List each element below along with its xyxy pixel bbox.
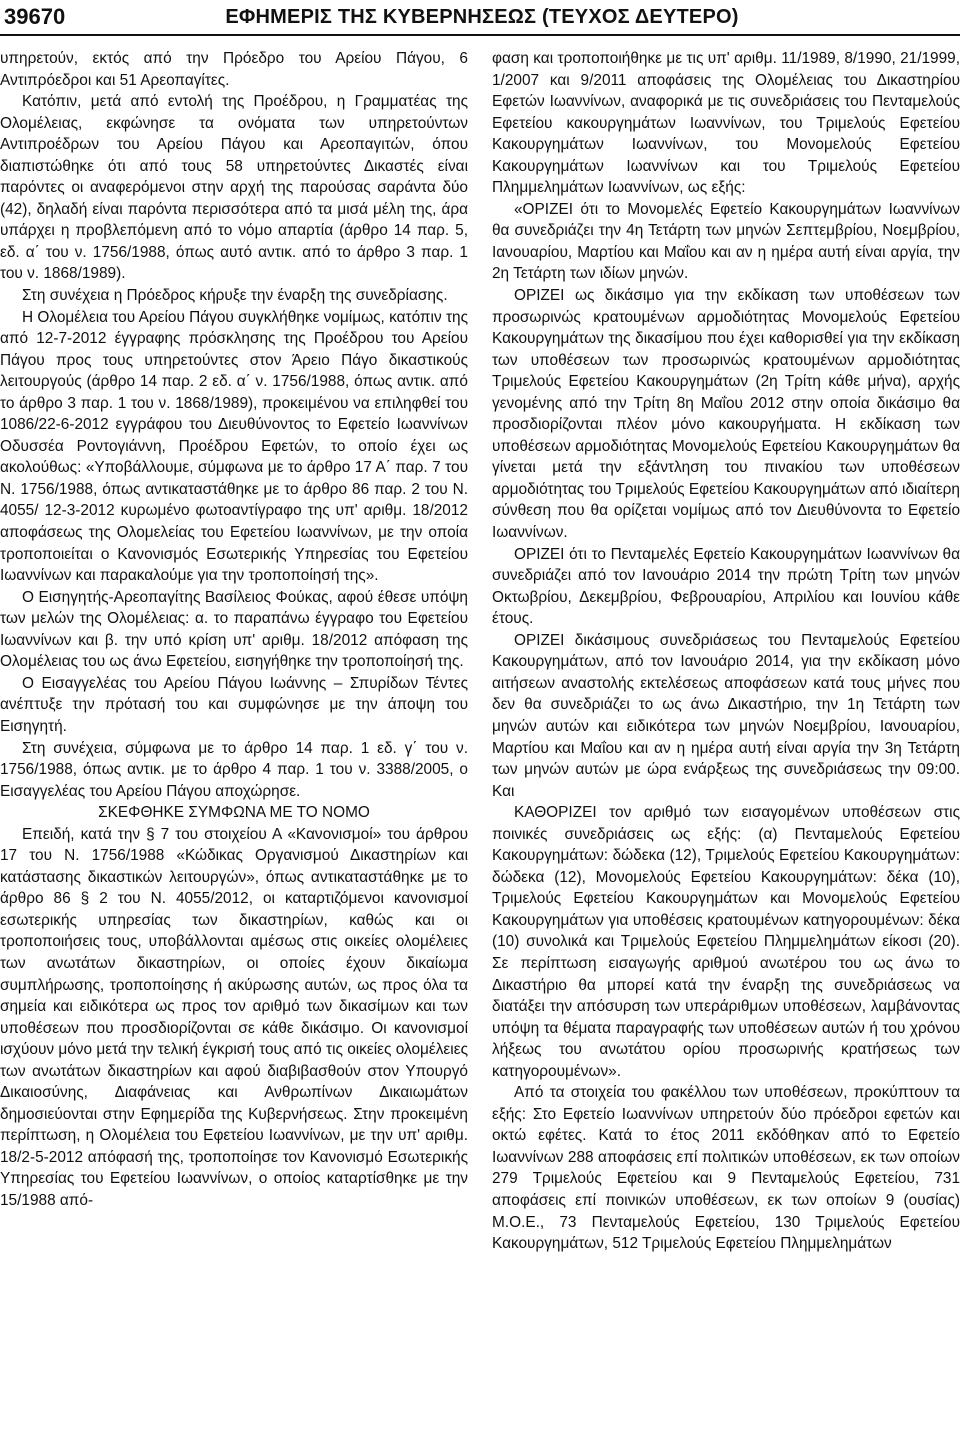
paragraph: Κατόπιν, μετά από εντολή της Προέδρου, η Γραμματέας της Ολομέλειας, εκφώνησε τα ονόματα των υπηρετούντων Αντιπροέδρων του Αρείου Πάγου και Αρεοπαγιτών, όπου διαπιστώθηκε ότι από τους 58 υπηρετούντες Δικαστές είναι παρόντες οι αναφερόμενοι στην αρχή της παρούσας σαράντα δύο (42), δηλαδή είναι παρόντα περισσότερα από τα μισά μέλη της, άρα υπάρχει η προβλεπόμενη από το νόμο απαρτία (άρθρο 14 παρ. 5, εδ. α΄ του ν. 1756/1988, όπως αυτό αντικ. από το άρθρο 3 παρ. 1 του ν. 1868/1989). <box>0 93 468 283</box>
paragraph: ΟΡΙΖΕΙ ότι το Πενταμελές Εφετείο Κακουργημάτων Ιωαννίνων θα συνεδριάζει από τον Ιανουάριο 2014 την πρώτη Τρίτη των μηνών Οκτωβρίου, Δεκεμβρίου, Φεβρουαρίου, Απριλίου και Ιουνίου κάθε έτους. <box>492 545 960 628</box>
text-columns <box>0 48 960 1424</box>
paragraph: «ΟΡΙΖΕΙ ότι το Μονομελές Εφετείο Κακουργημάτων Ιωαννίνων θα συνεδριάζει την 4η Τετάρτη των μηνών Σεπτεμβρίου, Νοεμβρίου, Ιανουαρίου, Μαρτίου και Μαΐου και αν η ημέρα αυτή είναι αργία, την 2η Τετάρτη των ιδίων μηνών. <box>492 200 960 283</box>
page-number: 39670 <box>4 4 66 29</box>
paragraph: ΟΡΙΖΕΙ δικάσιμους συνεδριάσεως του Πενταμελούς Εφετείου Κακουργημάτων, από τον Ιανουάριο 2014, για την εκδίκαση μόνο αιτήσεων αναστολής εκτελέσεως αποφάσεων κατά τους μήνες που δεν θα συνεδριάζει το ως άνω Δικαστήριο, την 1η Τετάρτη των μηνών αυτών και ειδικότερα των μηνών Νοεμβρίου, Ιανουαρίου, Μαρτίου και Μαΐου και αν η ημέρα αυτή είναι αργία την 3η Τετάρτη των μηνών αυτών με ώρα ενάρξεως της συνεδριάσεως την 09:00. Και <box>492 631 960 800</box>
right-column <box>492 48 960 1424</box>
paragraph: υπηρετούν, εκτός από την Πρόεδρο του Αρείου Πάγου, 6 Αντιπρόεδροι και 51 Αρεοπαγίτες. <box>0 50 468 89</box>
paragraph: Επειδή, κατά την § 7 του στοιχείου Α «Κανονισμοί» του άρθρου 17 του Ν. 1756/1988 «Κώδικας Οργανισμού Δικαστηρίων και κατάστασης δικαστικών λειτουργών», όπως αντικαταστάθηκε με το άρθρο 86 § 2 του Ν. 4055/2012, οι καταρτιζόμενοι κανονισμοί εσωτερικής υπηρεσίας των δικαστηρίων, καθώς και οι τροποποιήσεις τους, υποβάλλονται αμέσως στις οικείες ολομέλειες των ανωτάτων δικαστηρίων, οι οποίες έχουν δικαίωμα συμπλήρωσης, τροποποίησης ή ακύρωσης αυτών, ως προς όλα τα σημεία και ειδικότερα ως προς τον αριθμό των δικασίμων και των υποθέσεων που προσδιορίζονται σε κάθε δικάσιμο. Οι κανονισμοί ισχύουν μόνο μετά την τελική έγκρισή τους από τις οικείες ολομέλειες των ανωτάτων δικαστηρίων και αφού διαβιβασθούν στον Υπουργό Δικαιοσύνης, Διαφάνειας και Ανθρωπίνων Δικαιωμάτων δημοσιεύονται στην Εφημερίδα της Κυβερνήσεως. Στην προκειμένη περίπτωση, η Ολομέλεια του Εφετείου Ιωαννίνων, με την υπ' αριθμ. 18/2-5-2012 απόφασή της, τροποποίησε τον Κανονισμό Εσωτερικής Υπηρεσίας του Εφετείου Ιωαννίνων, ο οποίος καταρτίσθηκε με την 15/1988 από- <box>0 825 468 1209</box>
paragraph: Ο Εισηγητής-Αρεοπαγίτης Βασίλειος Φούκας, αφού έθεσε υπόψη των μελών της Ολομέλειας: α. το παραπάνω έγγραφο του Εφετείου Ιωαννίνων και β. την υπό κρίση υπ' αριθμ. 18/2012 απόφαση της Ολομέλειας του ως άνω Εφετείου, εισηγήθηκε την τροποποίησή της. <box>0 588 468 671</box>
paragraph: Η Ολομέλεια του Αρείου Πάγου συγκλήθηκε νομίμως, κατόπιν της από 12-7-2012 έγγραφης πρόσκλησης της Προέδρου του Αρείου Πάγου προς τους υπηρετούντες στον Άρειο Πάγο δικαστικούς λειτουργούς (άρθρο 14 παρ. 2 εδ. α΄ ν. 1756/1988, όπως αντικ. από το άρθρο 3 παρ. 1 του ν. 1868/1989), προκειμένου να επιληφθεί του 1086/22-6-2012 εγγράφου του Διευθύνοντος το Εφετείο Ιωαννίνων Οδυσσέα Ροντογιάννη, Προέδρου Εφετών, το οποίο έχει ως ακολούθως: «Υποβάλλουμε, σύμφωνα με το άρθρο 17 Α΄ παρ. 7 του Ν. 1756/1988, όπως αντικαταστάθηκε με το άρθρο 86 παρ. 2 του Ν. 4055/ 12-3-2012 κυρωμένο φωτοαντίγραφο της υπ' αριθμ. 18/2012 αποφάσεως της Ολομελείας του Εφετείου Ιωαννίνων, με την οποία τροποποιείται ο Κανονισμός Εσωτερικής Υπηρεσίας του Εφετείου Ιωαννίνων και παρακαλούμε για την τροποποίησή της». <box>0 308 468 585</box>
paragraph: ΟΡΙΖΕΙ ως δικάσιμο για την εκδίκαση των υποθέσεων των προσωρινώς κρατουμένων αρμοδιότητας Μονομελούς Εφετείου Κακουργημάτων της δικασίμου που έχει καθορισθεί για την εκδίκαση των υποθέσεων των προσωρινώς κρατουμένων αρμοδιότητας Τριμελούς Εφετείου Κακουργημάτων (2η Τρίτη κάθε μήνα), αρχής γενομένης από την Τρίτη 8η Μαΐου 2012 στην οποία δικάσιμο θα προσδιορίζονται πλέον μόνο κακουργήματα. Η εκδίκαση των υποθέσεων αρμοδιότητας Μονομελούς Εφετείου Κακουργημάτων θα γίνεται μετά την εξάντληση του πινακίου των υποθέσεων αρμοδιότητας του Τριμελούς Εφετείου Κακουργημάτων από ιδιαίτερη σύνθεση που θα ορίζεται νομίμως από τον Διευθύνοντα το Εφετείο Ιωαννίνων. <box>492 287 960 542</box>
paragraph: Στη συνέχεια η Πρόεδρος κήρυξε την έναρξη της συνεδρίασης. <box>22 287 448 305</box>
paragraph: φαση και τροποποιήθηκε με τις υπ' αριθμ. 11/1989, 8/1990, 21/1999, 1/2007 και 9/2011 αποφάσεις της Ολομέλειας του Δικαστηρίου Εφετών Ιωαννίνων, αναφορικά με τις συνεδριάσεις του Πενταμελούς Εφετείου κακουργημάτων Ιωαννίνων, του Τριμελούς Εφετείου Κακουργημάτων Ιωαννίνων, του Μονομελούς Εφετείου Κακουργημάτων Ιωαννίνων και του Τριμελούς Εφετείου Πλημμελημάτων Ιωαννίνων, ως εξής: <box>492 50 960 197</box>
paragraph: ΚΑΘΟΡΙΖΕΙ τον αριθμό των εισαγομένων υποθέσεων στις ποινικές συνεδριάσεις ως εξής: (α) Πενταμελούς Εφετείου Κακουργημάτων: δώδεκα (12), Τριμελούς Εφετείου Κακουργημάτων: δώδεκα (12), Μονομελούς Εφετείου Κακουργημάτων: δέκα (10), Τριμελούς Εφετείου Κακουργημάτων και Μονομελούς Εφετείου Κακουργημάτων για υποθέσεις κρατουμένων κατηγορουμένων: δέκα (10) συνολικά και Τριμελούς Εφετείου Πλημμελημάτων είκοσι (20). Σε περίπτωση εισαγωγής αριθμού ανωτέρου του ως άνω το Δικαστήριο θα μπορεί κατά την έναρξη της συνεδριάσεως να διατάξει την απόσυρση των υπεράριθμων υποθέσεων, λαμβάνοντας υπόψη τα θέματα παραγραφής των υποθέσεων αυτών ή του χρόνου λήξεως του ανωτάτου ορίου προσωρινής κρατήσεως των κατηγορουμένων». <box>492 804 960 1080</box>
left-column <box>0 48 468 1424</box>
paragraph: Ο Εισαγγελέας του Αρείου Πάγου Ιωάννης – Σπυρίδων Τέντες ανέπτυξε την πρότασή του και συμφώνησε με την άποψη του Εισηγητή. <box>0 674 468 735</box>
paragraph: Από τα στοιχεία του φακέλλου των υποθέσεων, προκύπτουν τα εξής: Στο Εφετείο Ιωαννίνων υπηρετούν δύο πρόεδροι εφετών και οκτώ εφέτες. Κατά το έτος 2011 εκδόθηκαν από το Εφετείο Ιωαννίνων 288 αποφάσεις επί πολιτικών υποθέσεων, εκ των οποίων 279 Τριμελούς Εφετείου και 9 Πενταμελούς Εφετείου, 731 αποφάσεις επί ποινικών υποθέσεων, εκ των οποίων 9 (ουσίας) Μ.Ο.Ε., 73 Πενταμελούς Εφετείου, 130 Τριμελούς Εφετείου Κακουργημάτων, 512 Τριμελούς Εφετείου Πλημμελημάτων <box>492 1084 960 1253</box>
paragraph: Στη συνέχεια, σύμφωνα με το άρθρο 14 παρ. 1 εδ. γ΄ του ν. 1756/1988, όπως αντικ. με το άρθρο 4 παρ. 1 του ν. 3388/2005, ο Εισαγγελέας του Αρείου Πάγου αποχώρησε. <box>0 739 468 800</box>
page-header <box>0 0 960 36</box>
journal-title: ΕΦΗΜΕΡΙΣ ΤΗΣ ΚΥΒΕΡΝΗΣΕΩΣ (ΤΕΥΧΟΣ ΔΕΥΤΕΡΟ) <box>225 5 739 28</box>
section-heading: ΣΚΕΦΘΗΚΕ ΣΥΜΦΩΝΑ ΜΕ ΤΟ ΝΟΜΟ <box>98 804 370 822</box>
